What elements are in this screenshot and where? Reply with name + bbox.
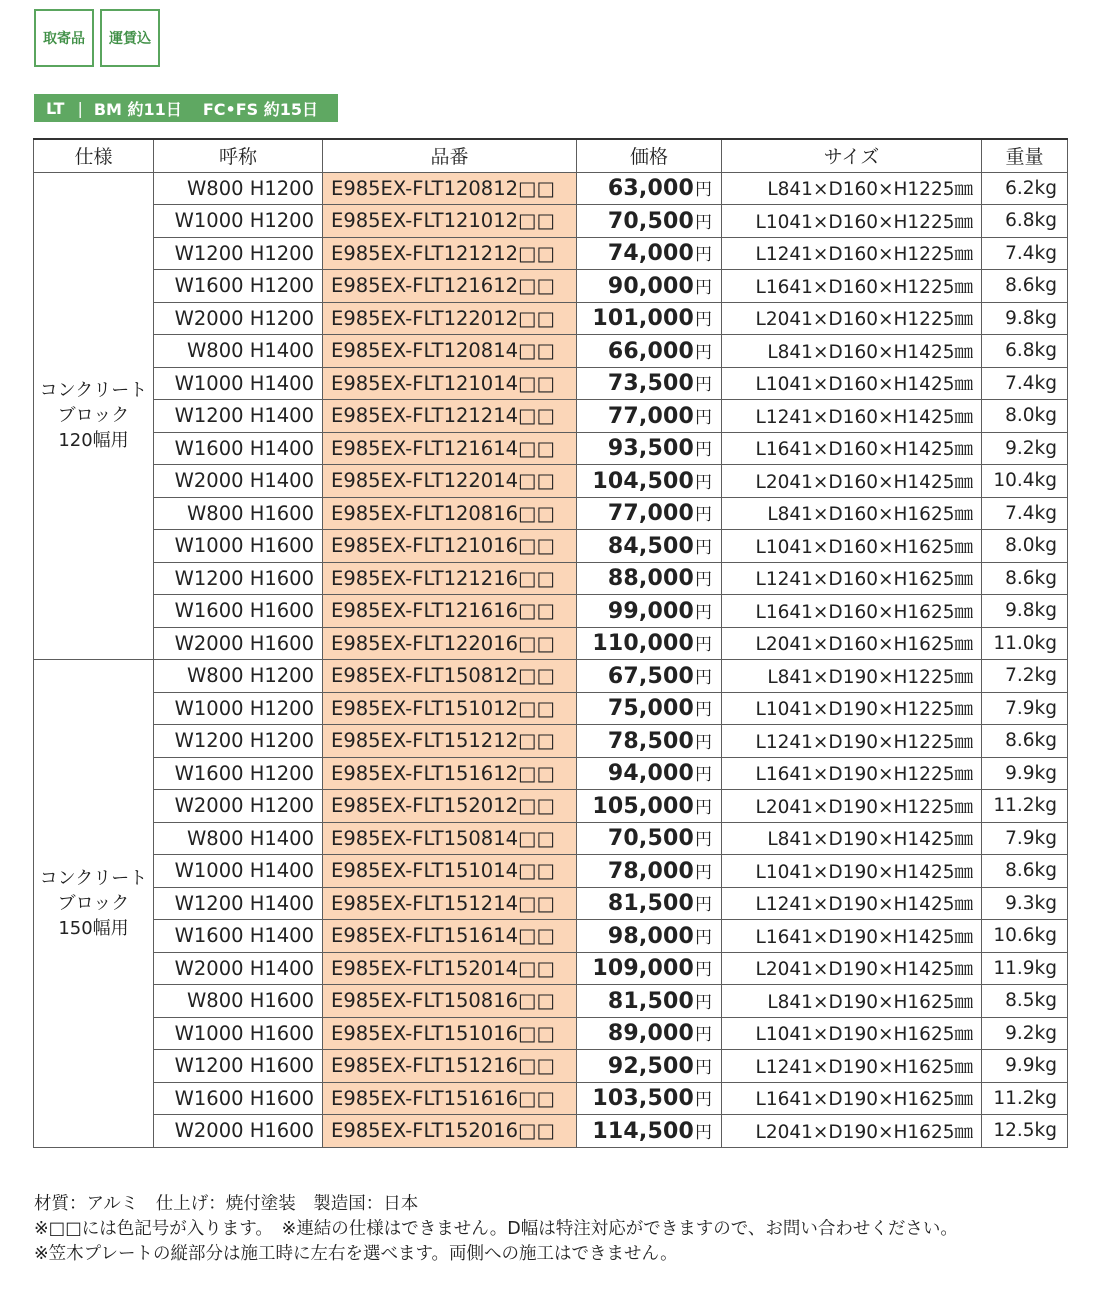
price-cell — [577, 920, 722, 953]
price-value: 90,000 — [607, 273, 694, 299]
footnotes — [34, 1192, 958, 1267]
price-unit: 円 — [695, 342, 712, 363]
table-row — [34, 952, 1068, 985]
spec-line: コンクリート — [39, 867, 148, 889]
name-cell: W1600 H1600 — [154, 1082, 323, 1115]
table-body — [34, 172, 1068, 1147]
header-part-number: 品番 — [323, 139, 577, 172]
price-value: 98,000 — [607, 923, 694, 949]
price-value: 67,500 — [607, 663, 694, 689]
price-cell — [577, 205, 722, 238]
price-cell — [577, 367, 722, 400]
lead-time-fcfs: FC•FS 約15日 — [202, 99, 319, 119]
price-cell — [577, 822, 722, 855]
size-cell: L1241×D190×H1225㎜ — [722, 725, 982, 758]
size-cell: L1041×D160×H1225㎜ — [722, 205, 982, 238]
part-number-cell: E985EX-FLT151016□□ — [323, 1017, 577, 1050]
price-unit: 円 — [695, 960, 712, 981]
price-value: 74,000 — [607, 241, 694, 267]
price-cell — [577, 790, 722, 823]
table-row — [34, 855, 1068, 888]
price-value: 103,500 — [592, 1086, 694, 1112]
part-number-cell: E985EX-FLT121216□□ — [323, 562, 577, 595]
price-cell — [577, 595, 722, 628]
price-value: 99,000 — [607, 598, 694, 624]
table-row — [34, 1017, 1068, 1050]
price-value: 105,000 — [592, 793, 694, 819]
weight-cell: 9.2kg — [982, 1017, 1068, 1050]
part-number-cell: E985EX-FLT122016□□ — [323, 627, 577, 660]
price-value: 88,000 — [607, 566, 694, 592]
lead-time-bar — [34, 94, 338, 122]
price-unit: 円 — [695, 830, 712, 851]
size-cell: L1041×D160×H1625㎜ — [722, 530, 982, 563]
name-cell: W800 H1400 — [154, 335, 323, 368]
part-number-cell: E985EX-FLT151612□□ — [323, 757, 577, 790]
weight-cell: 8.6kg — [982, 562, 1068, 595]
weight-cell: 7.9kg — [982, 822, 1068, 855]
price-unit: 円 — [695, 732, 712, 753]
weight-cell: 7.4kg — [982, 367, 1068, 400]
part-number-cell: E985EX-FLT151012□□ — [323, 692, 577, 725]
weight-cell: 9.3kg — [982, 887, 1068, 920]
size-cell: L2041×D190×H1425㎜ — [722, 952, 982, 985]
name-cell: W2000 H1400 — [154, 952, 323, 985]
price-value: 77,000 — [607, 501, 694, 527]
price-value: 78,000 — [607, 858, 694, 884]
weight-cell: 12.5kg — [982, 1115, 1068, 1148]
size-cell: L2041×D160×H1625㎜ — [722, 627, 982, 660]
size-cell: L1641×D160×H1225㎜ — [722, 270, 982, 303]
price-unit: 円 — [695, 992, 712, 1013]
price-unit: 円 — [695, 700, 712, 721]
price-cell — [577, 400, 722, 433]
part-number-cell: E985EX-FLT121214□□ — [323, 400, 577, 433]
weight-cell: 9.8kg — [982, 302, 1068, 335]
part-number-cell: E985EX-FLT152012□□ — [323, 790, 577, 823]
weight-cell: 6.2kg — [982, 172, 1068, 205]
size-cell: L1041×D190×H1225㎜ — [722, 692, 982, 725]
weight-cell: 7.4kg — [982, 237, 1068, 270]
name-cell: W800 H1400 — [154, 822, 323, 855]
part-number-cell: E985EX-FLT121616□□ — [323, 595, 577, 628]
name-cell: W2000 H1200 — [154, 302, 323, 335]
size-cell: L1041×D160×H1425㎜ — [722, 367, 982, 400]
table-row — [34, 465, 1068, 498]
price-unit: 円 — [695, 245, 712, 266]
part-number-cell: E985EX-FLT151616□□ — [323, 1082, 577, 1115]
size-cell: L2041×D160×H1225㎜ — [722, 302, 982, 335]
table-row — [34, 432, 1068, 465]
price-cell — [577, 237, 722, 270]
name-cell: W1000 H1400 — [154, 367, 323, 400]
spec-line: 120幅用 — [58, 430, 129, 452]
size-cell: L841×D160×H1225㎜ — [722, 172, 982, 205]
table-row — [34, 302, 1068, 335]
name-cell: W2000 H1400 — [154, 465, 323, 498]
price-unit: 円 — [695, 635, 712, 656]
price-cell — [577, 1115, 722, 1148]
price-cell — [577, 172, 722, 205]
header-price: 価格 — [577, 139, 722, 172]
price-cell — [577, 1017, 722, 1050]
price-cell — [577, 270, 722, 303]
part-number-cell: E985EX-FLT121014□□ — [323, 367, 577, 400]
header-size: サイズ — [722, 139, 982, 172]
weight-cell: 8.5kg — [982, 985, 1068, 1018]
size-cell: L1241×D160×H1225㎜ — [722, 237, 982, 270]
price-cell — [577, 562, 722, 595]
part-number-cell: E985EX-FLT151212□□ — [323, 725, 577, 758]
table-row — [34, 335, 1068, 368]
price-unit: 円 — [695, 407, 712, 428]
name-cell: W1000 H1200 — [154, 205, 323, 238]
weight-cell: 9.2kg — [982, 432, 1068, 465]
table-row — [34, 367, 1068, 400]
price-cell — [577, 1082, 722, 1115]
name-cell: W2000 H1600 — [154, 1115, 323, 1148]
price-cell — [577, 302, 722, 335]
spec-line: 150幅用 — [58, 917, 129, 939]
price-table — [33, 138, 1068, 1148]
weight-cell: 9.8kg — [982, 595, 1068, 628]
name-cell: W1200 H1600 — [154, 1050, 323, 1083]
price-unit: 円 — [695, 602, 712, 623]
part-number-cell: E985EX-FLT121016□□ — [323, 530, 577, 563]
weight-cell: 8.0kg — [982, 400, 1068, 433]
price-value: 75,000 — [607, 696, 694, 722]
price-cell — [577, 497, 722, 530]
price-cell — [577, 1050, 722, 1083]
spec-line: ブロック — [57, 405, 130, 427]
price-value: 63,000 — [607, 176, 694, 202]
header-spec: 仕様 — [34, 139, 154, 172]
name-cell: W1000 H1600 — [154, 530, 323, 563]
part-number-cell: E985EX-FLT122014□□ — [323, 465, 577, 498]
price-value: 70,500 — [607, 826, 694, 852]
price-value: 66,000 — [607, 338, 694, 364]
footnote-material: 材質：アルミ 仕上げ：焼付塗装 製造国：日本 — [34, 1194, 419, 1214]
price-value: 93,500 — [607, 436, 694, 462]
price-unit: 円 — [695, 310, 712, 331]
part-number-cell: E985EX-FLT151614□□ — [323, 920, 577, 953]
table-header-row — [34, 139, 1068, 172]
weight-cell: 8.6kg — [982, 270, 1068, 303]
name-cell: W1600 H1200 — [154, 757, 323, 790]
size-cell: L841×D190×H1425㎜ — [722, 822, 982, 855]
size-cell: L1241×D190×H1425㎜ — [722, 887, 982, 920]
table-row — [34, 595, 1068, 628]
table-row — [34, 237, 1068, 270]
weight-cell: 6.8kg — [982, 335, 1068, 368]
price-unit: 円 — [695, 570, 712, 591]
weight-cell: 8.6kg — [982, 855, 1068, 888]
price-unit: 円 — [695, 895, 712, 916]
size-cell: L841×D160×H1425㎜ — [722, 335, 982, 368]
part-number-cell: E985EX-FLT121612□□ — [323, 270, 577, 303]
name-cell: W1200 H1600 — [154, 562, 323, 595]
table-row — [34, 790, 1068, 823]
part-number-cell: E985EX-FLT120814□□ — [323, 335, 577, 368]
lead-time-separator: | — [77, 98, 83, 118]
price-value: 70,500 — [607, 208, 694, 234]
name-cell: W800 H1600 — [154, 985, 323, 1018]
name-cell: W1200 H1400 — [154, 887, 323, 920]
price-cell — [577, 530, 722, 563]
price-cell — [577, 432, 722, 465]
name-cell: W1000 H1600 — [154, 1017, 323, 1050]
price-unit: 円 — [695, 537, 712, 558]
name-cell: W1200 H1400 — [154, 400, 323, 433]
spec-cell — [34, 660, 154, 1148]
weight-cell: 8.6kg — [982, 725, 1068, 758]
weight-cell: 10.4kg — [982, 465, 1068, 498]
name-cell: W1600 H1200 — [154, 270, 323, 303]
table-row — [34, 530, 1068, 563]
badge-group — [34, 9, 160, 67]
price-unit: 円 — [695, 440, 712, 461]
size-cell: L1241×D160×H1425㎜ — [722, 400, 982, 433]
name-cell: W1200 H1200 — [154, 725, 323, 758]
size-cell: L841×D160×H1625㎜ — [722, 497, 982, 530]
weight-cell: 11.0kg — [982, 627, 1068, 660]
weight-cell: 9.9kg — [982, 757, 1068, 790]
table-row — [34, 822, 1068, 855]
size-cell: L2041×D190×H1625㎜ — [722, 1115, 982, 1148]
table-row — [34, 1115, 1068, 1148]
price-value: 78,500 — [607, 728, 694, 754]
table-row — [34, 660, 1068, 693]
footnote-installation: ※笠木プレートの縦部分は施工時に左右を選べます。両側への施工はできません。 — [34, 1244, 678, 1264]
weight-cell: 7.9kg — [982, 692, 1068, 725]
size-cell: L1641×D190×H1225㎜ — [722, 757, 982, 790]
price-cell — [577, 887, 722, 920]
price-value: 92,500 — [607, 1053, 694, 1079]
size-cell: L2041×D190×H1225㎜ — [722, 790, 982, 823]
price-unit: 円 — [695, 797, 712, 818]
price-value: 110,000 — [592, 631, 694, 657]
price-value: 104,500 — [592, 468, 694, 494]
table-row — [34, 497, 1068, 530]
price-value: 84,500 — [607, 533, 694, 559]
size-cell: L1641×D160×H1625㎜ — [722, 595, 982, 628]
price-value: 81,500 — [607, 988, 694, 1014]
name-cell: W2000 H1600 — [154, 627, 323, 660]
price-value: 73,500 — [607, 371, 694, 397]
price-unit: 円 — [695, 862, 712, 883]
part-number-cell: E985EX-FLT152014□□ — [323, 952, 577, 985]
size-cell: L2041×D160×H1425㎜ — [722, 465, 982, 498]
weight-cell: 11.2kg — [982, 790, 1068, 823]
name-cell: W800 H1200 — [154, 660, 323, 693]
table-row — [34, 887, 1068, 920]
price-unit: 円 — [695, 375, 712, 396]
price-cell — [577, 757, 722, 790]
price-value: 89,000 — [607, 1021, 694, 1047]
price-unit: 円 — [695, 1122, 712, 1143]
name-cell: W800 H1600 — [154, 497, 323, 530]
name-cell: W1600 H1600 — [154, 595, 323, 628]
table-row — [34, 725, 1068, 758]
part-number-cell: E985EX-FLT121614□□ — [323, 432, 577, 465]
price-cell — [577, 952, 722, 985]
size-cell: L1641×D190×H1625㎜ — [722, 1082, 982, 1115]
table-row — [34, 1050, 1068, 1083]
badge-shipping-included: 運賃込 — [100, 9, 160, 67]
price-unit: 円 — [695, 505, 712, 526]
header-weight: 重量 — [982, 139, 1068, 172]
price-cell — [577, 985, 722, 1018]
size-cell: L1041×D190×H1625㎜ — [722, 1017, 982, 1050]
name-cell: W1200 H1200 — [154, 237, 323, 270]
price-cell — [577, 335, 722, 368]
spec-line: コンクリート — [39, 380, 148, 402]
part-number-cell: E985EX-FLT151014□□ — [323, 855, 577, 888]
part-number-cell: E985EX-FLT151214□□ — [323, 887, 577, 920]
part-number-cell: E985EX-FLT121012□□ — [323, 205, 577, 238]
spec-line: ブロック — [57, 892, 130, 914]
weight-cell: 11.2kg — [982, 1082, 1068, 1115]
price-unit: 円 — [695, 180, 712, 201]
table-row — [34, 562, 1068, 595]
table-row — [34, 400, 1068, 433]
part-number-cell: E985EX-FLT120816□□ — [323, 497, 577, 530]
price-unit: 円 — [695, 1025, 712, 1046]
name-cell: W1600 H1400 — [154, 920, 323, 953]
name-cell: W800 H1200 — [154, 172, 323, 205]
size-cell: L841×D190×H1625㎜ — [722, 985, 982, 1018]
price-value: 77,000 — [607, 403, 694, 429]
weight-cell: 9.9kg — [982, 1050, 1068, 1083]
part-number-cell: E985EX-FLT150812□□ — [323, 660, 577, 693]
part-number-cell: E985EX-FLT150816□□ — [323, 985, 577, 1018]
part-number-cell: E985EX-FLT150814□□ — [323, 822, 577, 855]
part-number-cell: E985EX-FLT121212□□ — [323, 237, 577, 270]
price-value: 114,500 — [592, 1118, 694, 1144]
table-row — [34, 757, 1068, 790]
price-unit: 円 — [695, 1090, 712, 1111]
price-cell — [577, 725, 722, 758]
table-row — [34, 920, 1068, 953]
spec-cell — [34, 172, 154, 660]
name-cell: W1600 H1400 — [154, 432, 323, 465]
table-row — [34, 270, 1068, 303]
lead-time-bm: BM 約11日 — [93, 99, 182, 119]
price-value: 109,000 — [592, 956, 694, 982]
price-value: 101,000 — [592, 306, 694, 332]
price-unit: 円 — [695, 212, 712, 233]
table-row — [34, 172, 1068, 205]
price-cell — [577, 692, 722, 725]
price-unit: 円 — [695, 472, 712, 493]
price-unit: 円 — [695, 1057, 712, 1078]
badge-backorder: 取寄品 — [34, 9, 94, 67]
part-number-cell: E985EX-FLT120812□□ — [323, 172, 577, 205]
lead-time-code: LT — [46, 98, 65, 118]
price-unit: 円 — [695, 277, 712, 298]
name-cell: W1000 H1400 — [154, 855, 323, 888]
table-row — [34, 692, 1068, 725]
footnote-color-code: ※□□には色記号が入ります。 ※連結の仕様はできません。D幅は特注対応ができますので、お問い合わせください。 — [34, 1219, 958, 1239]
table-row — [34, 627, 1068, 660]
size-cell: L1641×D190×H1425㎜ — [722, 920, 982, 953]
size-cell: L841×D190×H1225㎜ — [722, 660, 982, 693]
price-cell — [577, 855, 722, 888]
size-cell: L1241×D190×H1625㎜ — [722, 1050, 982, 1083]
price-cell — [577, 660, 722, 693]
price-value: 81,500 — [607, 891, 694, 917]
table-row — [34, 985, 1068, 1018]
weight-cell: 10.6kg — [982, 920, 1068, 953]
name-cell: W1000 H1200 — [154, 692, 323, 725]
weight-cell: 11.9kg — [982, 952, 1068, 985]
weight-cell: 7.4kg — [982, 497, 1068, 530]
part-number-cell: E985EX-FLT151216□□ — [323, 1050, 577, 1083]
table-row — [34, 205, 1068, 238]
weight-cell: 8.0kg — [982, 530, 1068, 563]
price-value: 94,000 — [607, 761, 694, 787]
size-cell: L1641×D160×H1425㎜ — [722, 432, 982, 465]
part-number-cell: E985EX-FLT122012□□ — [323, 302, 577, 335]
price-unit: 円 — [695, 765, 712, 786]
part-number-cell: E985EX-FLT152016□□ — [323, 1115, 577, 1148]
price-unit: 円 — [695, 667, 712, 688]
table-row — [34, 1082, 1068, 1115]
name-cell: W2000 H1200 — [154, 790, 323, 823]
header-name: 呼称 — [154, 139, 323, 172]
price-cell — [577, 465, 722, 498]
weight-cell: 6.8kg — [982, 205, 1068, 238]
size-cell: L1241×D160×H1625㎜ — [722, 562, 982, 595]
weight-cell: 7.2kg — [982, 660, 1068, 693]
size-cell: L1041×D190×H1425㎜ — [722, 855, 982, 888]
price-cell — [577, 627, 722, 660]
price-unit: 円 — [695, 927, 712, 948]
